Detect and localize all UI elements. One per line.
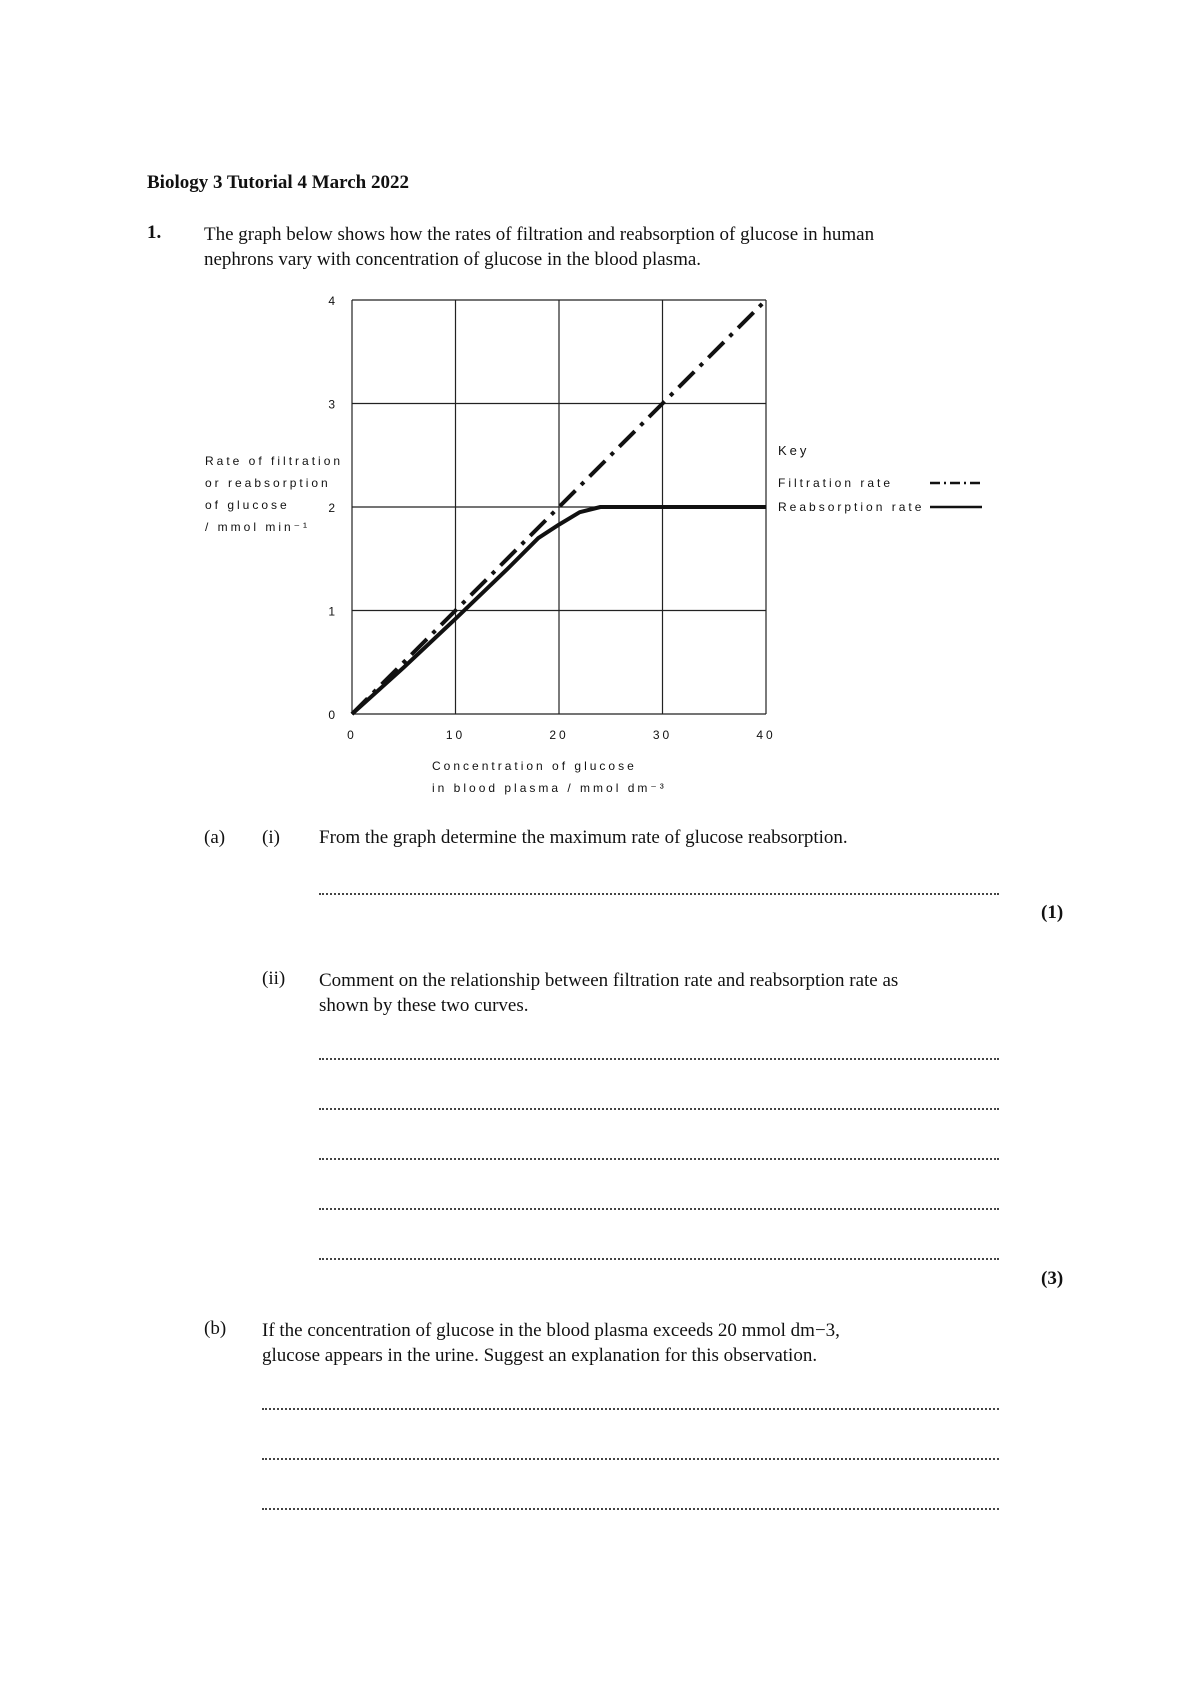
legend-entry-label: Reabsorption rate — [778, 500, 925, 514]
answer-line[interactable] — [319, 893, 999, 895]
question-intro-line-1: The graph below shows how the rates of filtration and reabsorption of glucose in human — [204, 224, 875, 245]
x-tick-label: 10 — [445, 728, 466, 742]
legend-entry-label: Filtration rate — [778, 476, 894, 490]
x-tick-label: 30 — [652, 728, 673, 742]
marks-a-ii: (3) — [1041, 1268, 1064, 1289]
y-axis-label-line: or reabsorption — [205, 476, 331, 490]
y-tick-label: 4 — [328, 294, 338, 308]
x-axis-label-line: Concentration of glucose — [432, 759, 637, 773]
answer-line[interactable] — [262, 1408, 999, 1410]
x-tick-label: 20 — [549, 728, 569, 742]
x-tick-label: 40 — [756, 728, 776, 742]
answer-line[interactable] — [319, 1108, 999, 1110]
answer-line[interactable] — [262, 1458, 999, 1460]
y-tick-label: 1 — [328, 604, 338, 619]
part-a-label: (a) — [204, 827, 226, 848]
part-a-ii-line-2: shown by these two curves. — [319, 995, 529, 1016]
legend-title: Key — [778, 443, 810, 458]
answer-line[interactable] — [319, 1058, 999, 1060]
part-a-ii-label: (ii) — [262, 968, 286, 989]
marks-a-i: (1) — [1041, 902, 1064, 923]
y-tick-label: 0 — [328, 708, 338, 722]
x-tick-label: 0 — [347, 728, 357, 742]
part-b-line-1: If the concentration of glucose in the blood plasma exceeds 20 mmol dm−3, — [262, 1320, 840, 1341]
answer-line[interactable] — [319, 1158, 999, 1160]
part-a-i-label: (i) — [262, 827, 280, 848]
x-axis-label-line: in blood plasma / mmol dm⁻³ — [432, 781, 667, 795]
part-b-question — [262, 1318, 1022, 1368]
y-tick-label: 3 — [328, 397, 338, 412]
y-axis-label-line: Rate of filtration — [205, 454, 344, 468]
question-intro — [204, 222, 1024, 272]
answer-line[interactable] — [262, 1508, 999, 1510]
answer-line[interactable] — [319, 1258, 999, 1260]
y-axis-label-line: of glucose — [205, 498, 290, 512]
y-axis-label-line: / mmol min⁻¹ — [205, 520, 310, 534]
answer-line[interactable] — [319, 1208, 999, 1210]
part-b-label: (b) — [204, 1318, 227, 1339]
part-a-ii-question — [319, 968, 1019, 1018]
part-b-line-2: glucose appears in the urine. Suggest an explanation for this observation. — [262, 1345, 818, 1366]
part-a-i-question: From the graph determine the maximum rate of glucose reabsorption. — [319, 827, 848, 848]
glucose-rate-chart — [0, 280, 1200, 810]
y-tick-label: 2 — [328, 501, 338, 515]
page-title: Biology 3 Tutorial 4 March 2022 — [147, 172, 409, 193]
question-number: 1. — [147, 222, 162, 243]
question-intro-line-2: nephrons vary with concentration of glucose in the blood plasma. — [204, 249, 702, 270]
part-a-ii-line-1: Comment on the relationship between filtration rate and reabsorption rate as — [319, 970, 899, 991]
